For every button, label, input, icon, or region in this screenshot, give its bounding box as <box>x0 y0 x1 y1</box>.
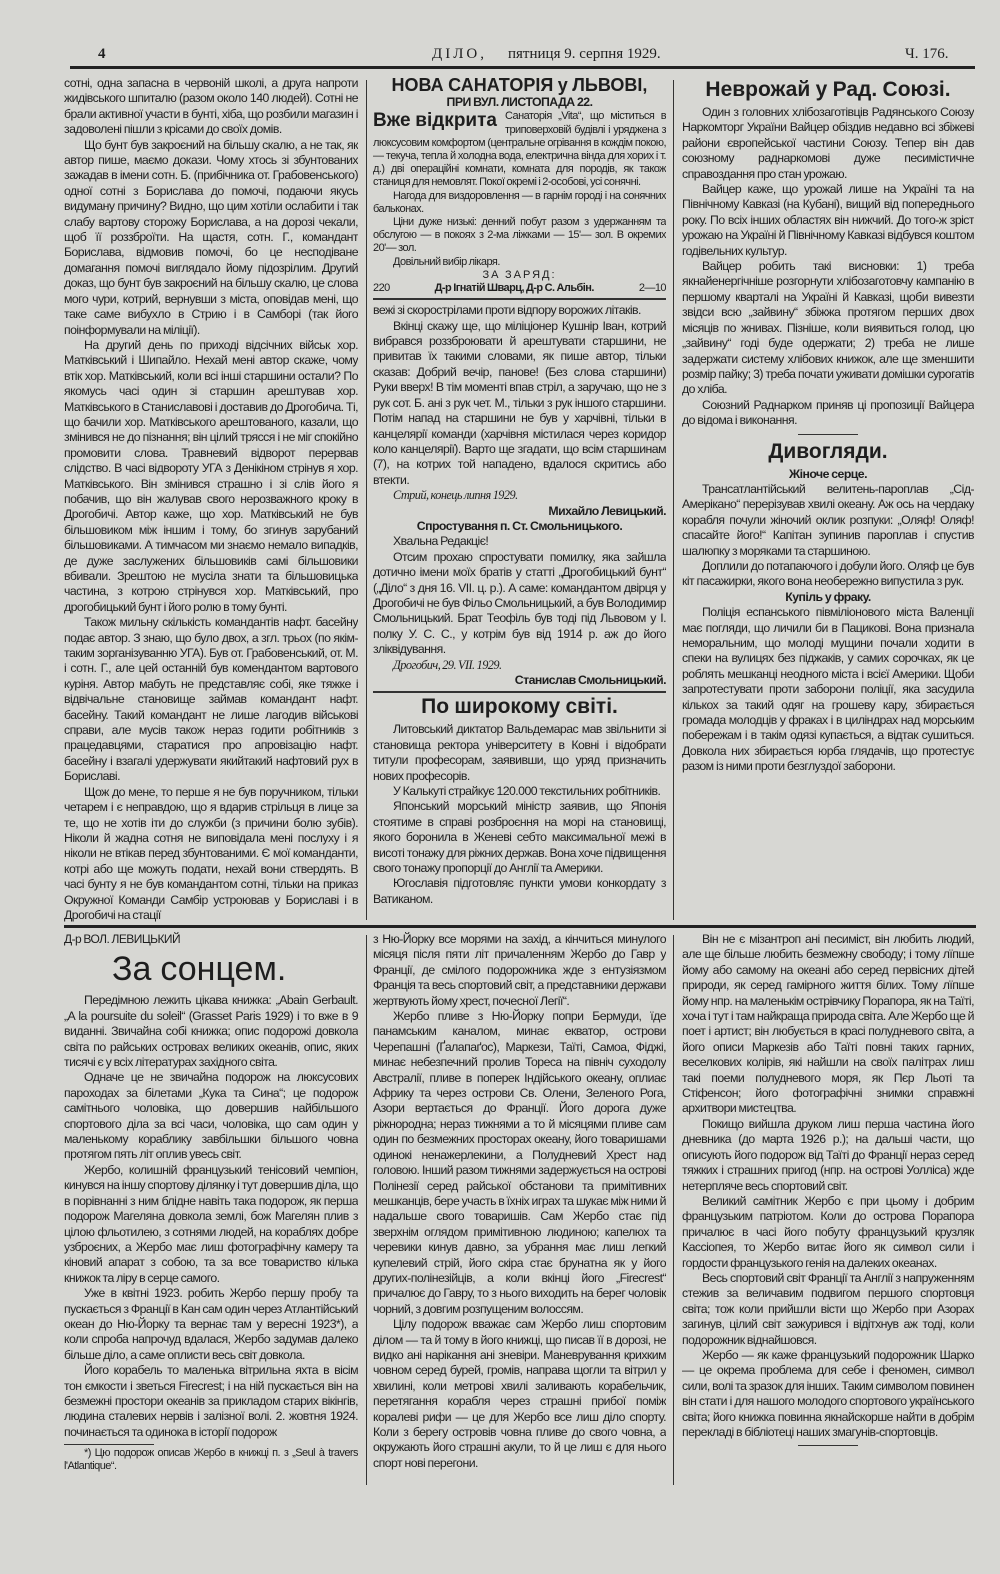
paragraph: Жербо — як каже французький подорожник Шарко — це окрема проблема для себе і феномен, символ сили, волі та зразок для інших. Таким символом повинен він стати і для нашого молодого спортового українського світа; його книжка повинна якнайскорше найти в добрім перекладі в бібліотеці наших змагунів-спортовців. <box>682 1347 974 1439</box>
ad-text: Санаторія „Vita“, що міститься в триповерховій будівлі і уряджена з люксусовим комфортом (центральне огрівання в кождім покою, — текуча, тепла й холодна вода, електрична вінда для хорих і т. д.) дві операційні комнати, комната для породів, як також станиця для немовлят. Покої окремі і 2-особові, усі сонячні. <box>373 110 666 189</box>
column-divider <box>366 935 367 1485</box>
ad-doctor: Довільний вибір лікаря. <box>393 255 500 268</box>
ad-board: Д-р Ігнатій Шварц, Д-р С. Альбін. <box>434 282 594 295</box>
signature: Михайло Левицький. <box>548 503 666 518</box>
article-middle <box>373 932 666 1572</box>
story-title: Жіноче серце. <box>789 466 867 481</box>
paragraph: На другий день по приході відсічних військ хор. Матківський і Шипайло. Нехай мені автор скаже, чому втік хор. Матківський, коли всі інші старшини остали? По якомусь часі один зі старшин арештував хор. Матківського в Станиславові і доставив до Дрогобича. Ті, що бачили хор. Матківського арештованого, казали, що змінився не до пізнання; він цілий трясся і не міг спокійно промовити слова. Травневий відворот перервав слідство. В часі відвороту УГА з Денікіном стрінув я хор. Матківського. Він змінився страшно і зі слів його я побачив, що він жалував свого нерозважного кроку в Дрогобичі. Автор каже, що хор. Матківський не був більшовиком між іншим і тому, бо згинув зарубаний більшовиками. А тимчасом ми знаємо немало випадків, де дуже заслужених більшовиків самі більшовики вбивали. Зрештою не мусіла знати та більшовицька частина, з котрою стрінувся хор. Матківський, про дрогобицький бунт і його ролю в тому бунті. <box>64 337 358 614</box>
paragraph: Японський морський міністр заявив, що Японія стоятиме в справі розброєння на морі на становищі, якого боронила в Женеві себто максимальної межі в висоті тонажу для ріжних держав. Вона хоче підвищення свого тонажу пропорції до Англії та Америки. <box>373 799 666 876</box>
salutation: Хвальна Редакціє! <box>393 534 489 549</box>
article-title: Неврожай у Рад. Союзі. <box>705 78 951 101</box>
issue-number: Ч. 176. <box>905 46 949 62</box>
paragraph: Один з головних хлібозаготівців Радянського Союзу Наркомторг України Вайцер обіздив недавно всі збіжеві райони європейської частини Союзу. Тепер він дав союзному раднаркомові дуже песимістичне справоздання про стан урожаю. <box>682 105 974 181</box>
middle-column <box>373 76 666 922</box>
paragraph: Жербо пливе з Ню-Йорку попри Бермуди, їде панамським каналом, минає екватор, острови Черепашні (Ґалапаґос), Маркези, Таїті, Самоа, Фіджі, минає небезпечний пролив Тореса на північ суходолу Австралії, пливе в поперек Індійського океану, оплиає Африку та через острови Св. Олени, Зеленого Рога, Азори вертається до Франції. Його дорога дуже ріжнородна; нераз тижнями а то й місяцями пливе сам один по безмежних просторах океану, його товаришами одинокі ненажерлекини, а Полудневий Хрест над головою. Інший разом тижнями задержується на острові Полінезії серед райської обстанови та примітивних мешканців, бере участь в їхніх играх та шукає між ними й надальше свого товаришів. Сам Жербо стає під зверхнім оглядом примітивною людиною; капелюх та черевики кинув давно, за убрання має лиш легкий купелевий стрій, його скіра стає брунатна як у його других-полінезійців, а коли вкінці його „Firecrest“ причалює до Гавру, то з нього виходить на берег чоловік чорний, з довгим розпущеним волоссям. <box>373 1009 666 1316</box>
ad-prices: Ціни дуже низькі: денний побут разом з удержанням та обслугою — в покоях з 2-ма ліжками — 15'— зол. В окремих 20'— зол. <box>373 216 666 255</box>
article-left <box>64 932 358 1572</box>
column-divider <box>673 935 674 1485</box>
section-rule <box>64 925 976 928</box>
paragraph: Вкінці скажу ще, що міліціонер Кушнір Іван, котрий вибрався роззброювати й арештувати старшини, не привитав їх такими словами, як пише автор, тільки сказав: Добрий вечір, панове! (Без слова старшини) Руки вверх! В тім моменті впав стріл, а заручаю, що не з рук сот. Б. ані з рук чет. М., тільки з рук іншого старшини. Потім напад на старшини не був у харчівні, тільки в канцелярії команди (харчівня містилася через коридор коло канцелярії). Варто ще згадати, що всім старшинам (7), на котрих той нападено, вдалося скритись або втекти. <box>373 318 666 487</box>
paragraph: з Ню-Йорку все морями на захід, а кінчиться минулого місяця після пяти літ причаленням Жербо до Гавр у Франції, де смілого подорожника жде з ентузіязмом Франція та весь спортовий світ, а представники держави жертвують йому хрест, почесної Легії“. <box>373 932 666 1008</box>
ad-title: НОВА САНАТОРІЯ у ЛЬВОВІ, <box>391 76 648 95</box>
column-divider <box>673 80 674 920</box>
article-right <box>682 932 974 1572</box>
section-title: По широкому світі. <box>421 695 618 719</box>
paragraph: Що бунт був закроєний на більшу скалю, а не так, як автор пише, маємо докази. Чому хтось зі збунтованих зажадав в імени сотн. Б. (прибічника от. Грабовенського) одної сотні з Борислава до помочі, подаючи якусь видуману причину? Видно, що цим хотіли ослабити і так слабу вартову сторожу Борислава, а на дорозі чекали, щоб її роззброїти. На щастя, сотн. Г., командант Борислава, відмовив помочі, бо це несподіване домагання помочі виглядало йому підозрілим. Другий доказ, що бунт був закроєний на більшу скалю, це слова мого чури, котрий, вернувши з міста, оповідав мені, що таке саме вибухло в Стрию і в Самборі (так його поінформували на міліції). <box>64 137 358 337</box>
correction-title: Спростування п. Ст. Смольницького. <box>416 518 623 533</box>
article-title: За сонцем. <box>112 950 287 989</box>
story-title: Купіль у фраку. <box>785 589 871 604</box>
signature: Станислав Смольницький. <box>514 673 666 687</box>
paragraph: вежі зі скорострілами проти відпору ворожих літаків. <box>373 303 641 318</box>
paragraph: Трансатлантійський велитень-пароплав „Сід-Амерікано“ перерізував хвилі океану. Аж ось на чердаку корабля почули жіночий оклик розпуки: „Оляф! Оляф! спасайте його!“ Капітан зупинив пароплав і спустив шалюпку з моряками та старшиною. <box>682 481 974 558</box>
section-title: Дивогляди. <box>768 439 888 463</box>
paragraph: Отсим прохаю спростувати помилку, яка зайшла дотично імени моїх братів у статті „Дрогобицький бунт“ („Діло“ з дня 16. VII. ц. р.). А саме: командантом двірця у Дрогобичі не був Фільо Смольницький, а був Володимир Смольницький. Брат Теофіль був тоді під Львовом у І. полку У. С. С., у котрім був від 1914 р. аж до його зліквідування. <box>373 549 666 657</box>
sanatorium-ad <box>373 76 666 300</box>
paragraph: Покищо вийшла друком лиш перша частина його дневника (до марта 1926 р.); на дальші части, що описують його подорож від Таїті до Франції нераз серед тяжких і страшних пригод (нпр. на острові Уолліса) жде нетерпляче весь спортовий світ. <box>682 1116 974 1193</box>
place-date: Дрогобич, 29. VII. 1929. <box>393 657 502 672</box>
column-divider <box>366 80 367 920</box>
paragraph: Одначе це не звичайна подорож на люксусових пароходах за білетами „Кука та Сина“; це подорож самітнього чоловіка, що довершив найбільшого спортового діла за всі часи, чоловіка, що сам один у маленькому кораблику завбільшки більшого човна протягом пять літ оплив увесь світ. <box>64 1070 358 1162</box>
ad-code: 220 <box>373 282 390 295</box>
paragraph: Литовський диктатор Вальдемарас мав звільнити зі становища ректора університету в Ковні і відобрати титули професорам, заявивши, що уряд призначить нових професорів. <box>373 722 666 783</box>
paragraph: Уже в квітні 1923. робить Жербо першу пробу та пускається з Франції в Кан сам один через Атлантійський океан до Ню-Йорку та вернає там у вересні 1923*), а коли спроба напрочуд вдалася, Жербо задумав далеко більше діло, а саме оплисти весь світ довкола. <box>64 1286 358 1362</box>
paragraph: Щож до мене, то перше я не був поручником, тільки четарем і є неправдою, що я вдарив стрільця в лице за те, що не хотів іти до служби (з причини болю зубів). Ніколи й жадна сотня не виповідала мені послуху і я ніколи не втікав перед збунтованими. Є мої команданти, котрі або ще можуть подати, нехай вони ствердять. В часі бунту я не був командантом сотні, тільки на приказ Окружної Команди Самбір устроював у Бориславі і в Дрогобичі на стації <box>64 784 358 922</box>
author: Д-р ВОЛ. ЛЕВИЦЬКИЙ <box>64 932 181 946</box>
paragraph: Весь спортовий світ Франції та Англії з напруженням стежив за величавим подвигом першого спортовця світа; тож коли прийшли вісти що Жербо при Азорах загинув, цілий світ зажурився і відітхнув аж тоді, коли подорожник віднайшовся. <box>682 1270 974 1347</box>
ad-subtitle: ПРИ ВУЛ. ЛИСТОПАДА 22. <box>446 95 593 109</box>
header-rule <box>70 66 975 69</box>
paragraph: сотні, одна запасна в червоній школі, а друга напроти жидівського шпиталю (разом около 140 людей). Сотні не брали активної участи в бунті, хіба, що розбили магазин і задоволені пішли з крісами до своїх домів. <box>64 76 358 137</box>
paragraph: Вайцер робить такі висновки: 1) треба якнайенергічніше розгорнути хлібозаготовчу кампанію в першому кварталі на Україні й Кавказі, щоби вивезти звідси всю „зайвину“ збіжжа протягом перших двох місяців по жнивах. Пізніше, коли виявиться голод, цю „зайвину“ годі буде одержати; 2) треба не лише задержати систему хлібових книжок, але ще зменшити розмір пайку; 3) треба почати уживати домішки сурогатів до хліба. <box>682 259 974 397</box>
paragraph: Його корабель то маленька вітрильна яхта в вісім тон ємкости і зветься Firecrest; і на ній пускається він на безмежні простори океанів за прикладом старих вікінгів, людина сталевих нервів і залізної волі. 2. жовтня 1924. починається та одинока в історії подорож <box>64 1363 358 1439</box>
page-number: 4 <box>98 46 106 62</box>
right-column <box>682 76 974 922</box>
paragraph: Доплили до потапаючого і добули його. Оляф це був кіт пасажирки, якого вона необережно випустила з рук. <box>682 558 974 589</box>
paragraph: Великий самітник Жербо є при цьому і добрим французьким патріотом. Коли до острова Порапора причалює в часі його побуту французький крузляк Кассіопея, то Жербо витає його як символ сили і гордости французького генія на далеких океанах. <box>682 1193 974 1270</box>
paragraph: У Калькуті страйкує 120.000 текстильних робітників. <box>393 784 661 799</box>
ad-board-label: ЗА ЗАРЯД: <box>482 268 557 281</box>
issue-date: пятниця 9. серпня 1929. <box>508 46 661 62</box>
paragraph: Передімною лежить цікава книжка: „Abain Gerbault. „A la poursuite du soleil“ (Grasset Paris 1929) і то вже в 9 виданні. Звичайна собі книжка; опис подорожі довкола світа по райських островах великих океанів, опис, яких тисячі є у всіх літературах західного світа. <box>64 993 358 1070</box>
ad-recovery: Нагода для виздоровлення — в гарнім городі і на сонячних бальконах. <box>373 189 666 215</box>
paragraph: Союзний Раднарком приняв ці пропозиції Вайцера до відома і виконання. <box>682 397 974 428</box>
footnote: *) Цю подорож описав Жербо в книжці п. з „Seul à travers l'Atlantique“. <box>64 1447 358 1473</box>
paragraph: Вайцер каже, що урожай лише на Україні та на Північному Кавказі (на Кубані), вищий від попереднього року. По всіх інших областях він нижчий. До того-ж зріст урожаю на Україні й Північному Кавказі відбувся коштом годівельних культур. <box>682 182 974 258</box>
paragraph: Цілу подорож вважає сам Жербо лиш спортовим ділом — та й тому в його книжці, що писав її в дорозі, не видко ані нарікання ані зневіри. Маневрування крихким човном серед бурей, громів, направа щогли та вітрил у хвилині, коли метрові хвилі заливають корабельчик, перетягання корабля через страшні прибої поміж коралеві рифи — це для Жербо все лиш діло спорту. Коли з берегу островів човна пливе до свого човна, а окружають його страшні акули, то й це лиш є для нього спорт нові перегони. <box>373 1317 666 1470</box>
ad-code: 2—10 <box>638 282 666 295</box>
paragraph: Також мильну скількість командантів нафт. басейну подає автор. З знаю, що було двох, а згл. трьох (по якім-таким зорганізуванню УГА). Був от. Грабовенський, от. М. і сотн. Г., але цей останній був комендантом вартового куріня. Автор мабуть не представляє собі, яке тяжке і відвічальне становище займав командант нафт. басейну. Такий командант не лише лагодив військові справи, але мусів також нераз годити робітників з працедавцями, старатися про апровізацію нафт. басейну і взагалі удержувати якийтакий нафтовий рух в Бориславі. <box>64 615 358 784</box>
paragraph: Поліція еспанського півміліонового міста Валенції має погляди, що личили би в Пацикові. Вона признала неморальним, що молоді мущини почали ходити в спеки на вулицях без піджаків, у самих сорочках, як це роблять мешканці неодного міста і всієї Америки. Щоби запротестувати проти заборони поліції, яка засудила кількох за такий одяг на грошеву кару, збирається громада молодців у фраках і в циліндрах над морським побережам і в такім одязі купається, а відтак сушиться. Довкола них збирається юрба глядачів, що протестує разом із ними проти безглуздої заборони. <box>682 605 974 774</box>
paragraph: Югославія підготовляє пункти умови конкордату з Ватиканом. <box>373 876 666 906</box>
article-continuation-left <box>64 76 358 922</box>
place-date: Стрий, конець липня 1929. <box>393 488 518 503</box>
newspaper-name: ДІЛО, <box>432 46 487 62</box>
paragraph: Він не є мізантроп ані песиміст, він любить людий, але ще більше любить безмежну свободу; і тому лїпше йому або самому на океані або серед первісних дітей природи, як серед гамірного життя білих. Тому лїпше йому нпр. на маленькім острівчику Порапора, як на Таїті, хоча і тут і там найкраща природа світа. Але Жербо ще й поет і артист; він любується в красі полудневого світа, а його описи Маркезів або Таїті повні таких гарних, веселкових колірів, які найшли на своїх палітрах лиш такі поеми полудневого моря, як Пєр Льоті та Стіфенсон; його фотографічні знимки справжні архитвори мистецтва. <box>682 932 974 1116</box>
ad-opened: Вже відкрита <box>373 110 497 132</box>
paragraph: Жербо, колишній французький тенісовий чемпіон, кинувся на іншу спортову ділянку і тут довершив діла, що в порівнанні з ним блідне навіть така подорож, як перша подорож Магеляна довкола землі, бож Магелян плив з цілою фльотилею, з сотнями людей, на кораблях добре узброєних, а Жербо має лиш фотографічну камеру та кіновий апарат з собою, та за все товариство кілька книжок та ліру в серце самого. <box>64 1162 358 1285</box>
